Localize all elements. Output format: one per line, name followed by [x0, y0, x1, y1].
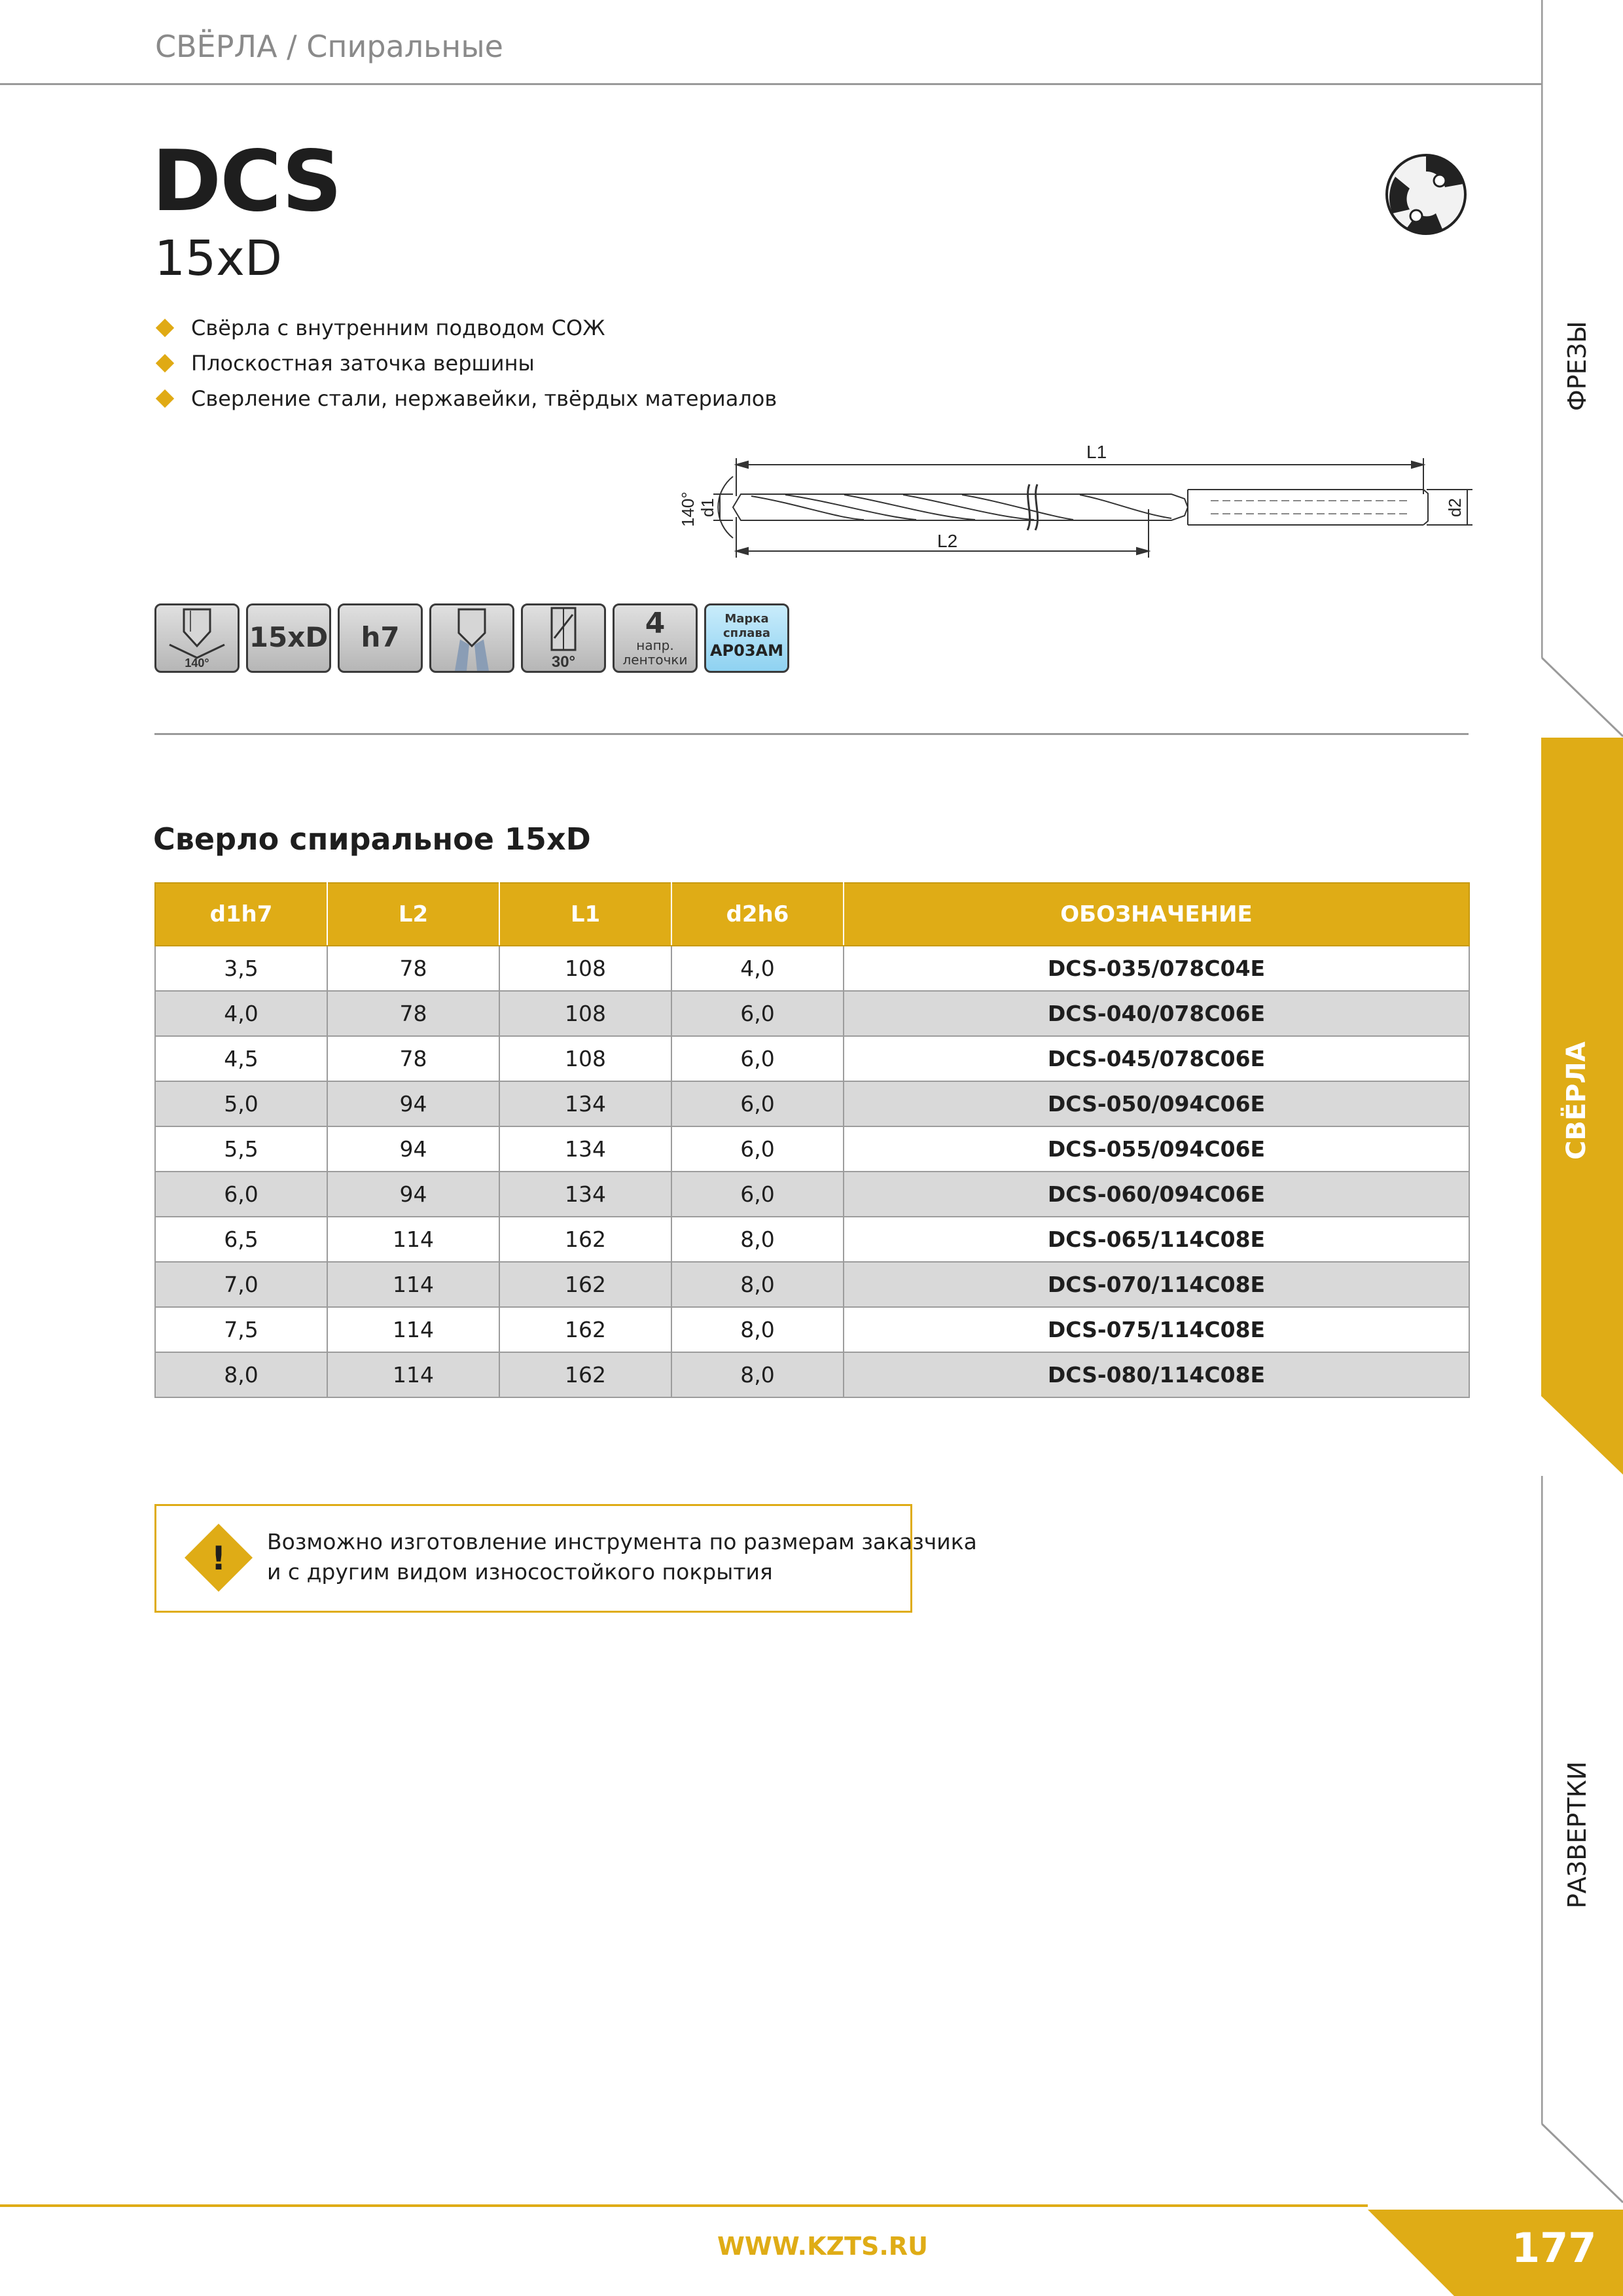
cell-l1: 162 — [499, 1352, 671, 1397]
diamond-bullet-icon — [156, 389, 174, 408]
feature-text: Сверление стали, нержавейки, твёрдых материалов — [191, 386, 777, 411]
table-row — [155, 991, 1469, 1036]
margins-label-2: ленточки — [622, 652, 688, 668]
cell-d2: 8,0 — [671, 1352, 844, 1397]
table-row — [155, 1352, 1469, 1397]
cell-designation: DCS-080/114C08E — [844, 1352, 1469, 1397]
feature-item — [154, 315, 605, 340]
column-header-l2: L2 — [327, 883, 499, 946]
column-header-d2h6: d2h6 — [671, 883, 844, 946]
table-header-row — [155, 883, 1469, 946]
drill-cross-section-icon — [1380, 148, 1472, 241]
cell-d2: 8,0 — [671, 1307, 844, 1352]
grade-label-2: сплава — [723, 626, 770, 640]
point-angle-label: 140° — [185, 656, 209, 670]
cell-l2: 114 — [327, 1217, 499, 1262]
cell-designation: DCS-040/078C06E — [844, 991, 1469, 1036]
cell-d1: 5,5 — [155, 1126, 327, 1172]
column-header-d1h7: d1h7 — [155, 883, 327, 946]
diamond-bullet-icon — [156, 319, 174, 337]
header-divider — [0, 83, 1541, 85]
column-header-l1: L1 — [499, 883, 671, 946]
tolerance-badge — [338, 603, 423, 673]
drill-technical-drawing — [668, 439, 1479, 569]
cell-l2: 78 — [327, 1036, 499, 1081]
side-tab-sverla[interactable]: СВЁРЛА — [1561, 1041, 1592, 1160]
cell-l2: 114 — [327, 1262, 499, 1307]
cell-l1: 134 — [499, 1081, 671, 1126]
cell-l1: 162 — [499, 1307, 671, 1352]
table-title: Сверло спиральное 15xD — [153, 821, 591, 857]
angle-label: 140° — [678, 492, 698, 527]
cell-d2: 8,0 — [671, 1262, 844, 1307]
custom-order-note — [154, 1504, 912, 1613]
diamond-bullet-icon — [156, 354, 174, 372]
cell-d1: 3,5 — [155, 946, 327, 991]
internal-coolant-icon — [431, 605, 512, 671]
cell-l1: 108 — [499, 946, 671, 991]
cell-d1: 4,0 — [155, 991, 327, 1036]
cell-d2: 6,0 — [671, 991, 844, 1036]
side-tab-frezy[interactable]: ФРЕЗЫ — [1563, 321, 1592, 411]
product-subtitle: 15xD — [154, 230, 282, 287]
column-header-designation: ОБОЗНАЧЕНИЕ — [844, 883, 1469, 946]
section-divider — [154, 733, 1469, 735]
cell-d2: 4,0 — [671, 946, 844, 991]
helix-angle-icon — [523, 605, 604, 671]
helix-angle-badge — [521, 603, 606, 673]
cell-d1: 7,0 — [155, 1262, 327, 1307]
cell-d2: 8,0 — [671, 1217, 844, 1262]
warning-symbol: ! — [211, 1539, 226, 1577]
table-row — [155, 946, 1469, 991]
cell-designation: DCS-070/114C08E — [844, 1262, 1469, 1307]
d1-label: d1 — [698, 498, 717, 517]
feature-text: Плоскостная заточка вершины — [191, 351, 535, 376]
cell-l2: 94 — [327, 1081, 499, 1126]
cell-designation: DCS-045/078C06E — [844, 1036, 1469, 1081]
table-row — [155, 1172, 1469, 1217]
product-title: DCS — [152, 133, 341, 230]
spec-table — [154, 882, 1470, 1398]
breadcrumb: СВЁРЛА / Спиральные — [155, 29, 503, 64]
point-angle-badge — [154, 603, 240, 673]
margins-badge — [613, 603, 698, 673]
grade-label-1: Марка — [724, 612, 769, 626]
cell-designation: DCS-050/094C06E — [844, 1081, 1469, 1126]
cell-d1: 4,5 — [155, 1036, 327, 1081]
cell-l1: 162 — [499, 1217, 671, 1262]
cell-d1: 8,0 — [155, 1352, 327, 1397]
tolerance-label: h7 — [361, 621, 400, 653]
table-row — [155, 1036, 1469, 1081]
margins-count: 4 — [645, 607, 666, 640]
feature-item — [154, 386, 777, 411]
table-row — [155, 1217, 1469, 1262]
note-text-line-1: Возможно изготовление инструмента по размерам заказчика — [267, 1529, 977, 1554]
coolant-badge — [429, 603, 514, 673]
feature-text: Свёрла с внутренним подводом СОЖ — [191, 315, 605, 340]
warning-icon — [183, 1522, 254, 1593]
cell-l2: 78 — [327, 946, 499, 991]
cell-l1: 162 — [499, 1262, 671, 1307]
drill-point-icon — [156, 605, 238, 671]
table-row — [155, 1262, 1469, 1307]
page-number: 177 — [1512, 2224, 1597, 2272]
cell-d2: 6,0 — [671, 1126, 844, 1172]
helix-angle-label: 30° — [551, 653, 576, 671]
table-row — [155, 1081, 1469, 1126]
feature-item — [154, 351, 535, 376]
cell-l2: 78 — [327, 991, 499, 1036]
table-row — [155, 1307, 1469, 1352]
grade-value: AP03AM — [709, 641, 784, 660]
cell-designation: DCS-055/094C06E — [844, 1126, 1469, 1172]
cell-designation: DCS-065/114C08E — [844, 1217, 1469, 1262]
cell-l2: 94 — [327, 1126, 499, 1172]
table-row — [155, 1126, 1469, 1172]
cell-l1: 108 — [499, 991, 671, 1036]
cell-l1: 134 — [499, 1126, 671, 1172]
cell-d1: 7,5 — [155, 1307, 327, 1352]
grade-badge — [704, 603, 789, 673]
website-link[interactable]: WWW.KZTS.RU — [717, 2232, 928, 2261]
cell-d2: 6,0 — [671, 1036, 844, 1081]
cell-d2: 6,0 — [671, 1081, 844, 1126]
length-ratio-badge — [246, 603, 331, 673]
cell-d2: 6,0 — [671, 1172, 844, 1217]
cell-designation: DCS-075/114C08E — [844, 1307, 1469, 1352]
cell-designation: DCS-035/078C04E — [844, 946, 1469, 991]
note-text-line-2: и с другим видом износостойкого покрытия — [267, 1559, 773, 1585]
d2-label: d2 — [1445, 498, 1465, 517]
cell-l1: 134 — [499, 1172, 671, 1217]
l1-label: L1 — [1086, 442, 1107, 462]
cell-l1: 108 — [499, 1036, 671, 1081]
cell-l2: 114 — [327, 1307, 499, 1352]
footer-divider — [0, 2204, 1368, 2207]
cell-designation: DCS-060/094C06E — [844, 1172, 1469, 1217]
cell-d1: 6,0 — [155, 1172, 327, 1217]
length-ratio-label: 15xD — [249, 621, 329, 653]
side-tab-razvertki[interactable]: РАЗВЕРТКИ — [1563, 1761, 1592, 1909]
cell-l2: 114 — [327, 1352, 499, 1397]
cell-l2: 94 — [327, 1172, 499, 1217]
margins-label-1: напр. — [636, 637, 674, 653]
cell-d1: 6,5 — [155, 1217, 327, 1262]
cell-d1: 5,0 — [155, 1081, 327, 1126]
l2-label: L2 — [937, 531, 958, 551]
